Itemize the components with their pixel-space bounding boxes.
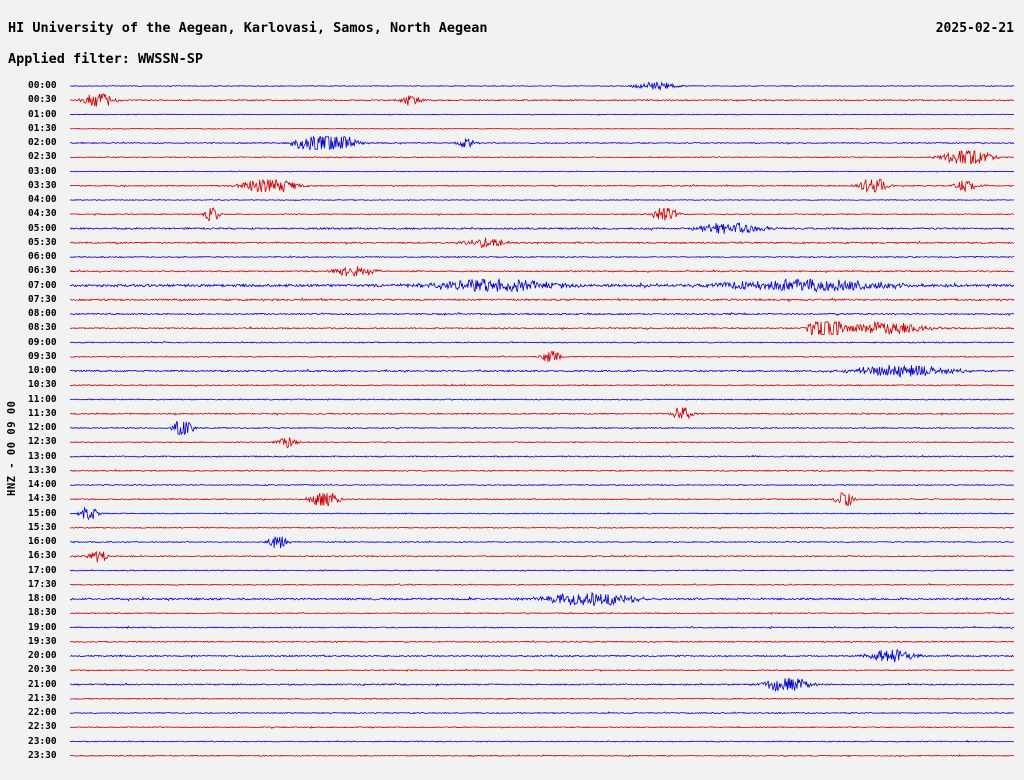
seismogram-trace [70, 455, 1014, 457]
time-tick-label: 12:30 [28, 436, 57, 448]
seismogram-trace [70, 365, 1014, 377]
time-tick-label: 04:00 [28, 194, 57, 205]
time-tick-label: 08:30 [28, 322, 57, 334]
time-tick-label: 13:00 [28, 450, 57, 462]
seismogram-trace [70, 527, 1014, 529]
time-tick-label: 16:30 [28, 550, 57, 562]
seismogram-trace [70, 470, 1014, 472]
time-tick-label: 12:00 [28, 422, 57, 433]
time-tick-label: 11:00 [28, 393, 57, 405]
time-tick-label: 01:00 [28, 108, 57, 120]
seismogram-trace [70, 322, 1014, 334]
time-tick-label: 10:30 [28, 379, 57, 391]
time-tick-label: 11:30 [28, 407, 57, 419]
time-tick-label: 06:30 [28, 265, 57, 277]
seismogram-trace [70, 570, 1014, 572]
time-tick-label: 10:00 [28, 365, 57, 376]
seismogram-trace [70, 422, 1014, 434]
time-tick-label: 15:00 [28, 507, 57, 519]
seismogram-trace [70, 199, 1014, 200]
time-tick-label: 14:00 [28, 479, 57, 490]
seismogram-trace [70, 678, 1014, 690]
seismogram-trace [70, 279, 1014, 291]
time-tick-label: 15:30 [28, 521, 57, 533]
time-tick-label: 23:30 [28, 749, 57, 761]
time-tick-label: 01:30 [28, 122, 57, 134]
seismogram-trace [70, 593, 1014, 605]
seismogram-trace [70, 650, 1014, 662]
seismogram-trace [70, 493, 1014, 505]
seismogram-plot [0, 76, 1024, 780]
seismogram-trace [70, 137, 1014, 149]
seismogram-trace [70, 266, 1014, 276]
time-tick-label: 23:00 [28, 735, 57, 747]
seismogram-trace [70, 508, 1014, 519]
seismogram-trace [70, 114, 1014, 115]
time-tick-label: 04:30 [28, 208, 57, 220]
seismogram-trace [70, 298, 1014, 301]
time-tick-label: 18:30 [28, 607, 57, 619]
time-tick-label: 21:00 [28, 678, 57, 690]
seismogram-trace [70, 698, 1014, 700]
time-tick-label: 09:00 [28, 336, 57, 348]
time-tick-label: 18:00 [28, 593, 57, 604]
time-tick-label: 07:30 [28, 293, 57, 305]
seismogram-trace [70, 341, 1014, 343]
seismogram-trace [70, 151, 1014, 163]
time-tick-label: 22:30 [28, 721, 57, 733]
seismogram-trace [70, 669, 1014, 671]
time-tick-label: 17:00 [28, 564, 57, 576]
trace-container [70, 76, 1014, 780]
time-tick-label: 02:00 [28, 137, 57, 148]
seismogram-trace [70, 755, 1014, 757]
seismogram-trace [70, 641, 1014, 643]
page-title: HI University of the Aegean, Karlovasi, Samos, North Aegean [8, 20, 488, 36]
seismogram-trace [70, 712, 1014, 714]
seismogram-trace [70, 128, 1014, 129]
seismogram-trace [70, 612, 1014, 614]
time-tick-label: 05:30 [28, 236, 57, 248]
seismogram-trace [70, 741, 1014, 743]
seismogram-trace [70, 238, 1014, 248]
time-tick-label: 20:30 [28, 664, 57, 676]
seismogram-trace [70, 438, 1014, 448]
record-date: 2025-02-21 [935, 21, 1014, 36]
time-tick-label: 00:30 [28, 94, 57, 106]
seismogram-trace [70, 408, 1014, 419]
seismogram-trace [70, 256, 1014, 258]
time-tick-label: 03:00 [28, 165, 57, 177]
seismogram-trace [70, 484, 1014, 486]
time-tick-label: 14:30 [28, 493, 57, 505]
seismogram-trace [70, 82, 1014, 90]
y-axis-label-text: HNZ - 00 09 00 [6, 400, 18, 496]
seismogram-trace [70, 313, 1014, 316]
seismogram-trace [70, 537, 1014, 549]
seismogram-trace [70, 384, 1014, 386]
seismogram-trace [70, 351, 1014, 362]
time-tick-label: 08:00 [28, 308, 57, 319]
time-tick-label: 09:30 [28, 350, 57, 362]
time-tick-label: 02:30 [28, 151, 57, 163]
seismogram-trace [70, 552, 1014, 563]
time-tick-label: 05:00 [28, 222, 57, 234]
time-tick-label: 21:30 [28, 692, 57, 704]
seismogram-trace [70, 584, 1014, 586]
time-tick-label: 03:30 [28, 179, 57, 191]
seismogram-trace [70, 171, 1014, 172]
time-tick-label: 16:00 [28, 536, 57, 547]
time-tick-label: 07:00 [28, 279, 57, 291]
time-tick-label: 17:30 [28, 578, 57, 590]
time-tick-label: 22:00 [28, 707, 57, 718]
seismogram-trace [70, 626, 1014, 628]
time-tick-label: 00:00 [28, 80, 57, 91]
trace-svg [70, 76, 1014, 780]
time-tick-label: 13:30 [28, 464, 57, 476]
time-tick-label: 06:00 [28, 251, 57, 262]
seismogram-trace [70, 399, 1014, 400]
applied-filter-label: Applied filter: WWSSN-SP [8, 51, 204, 67]
seismogram-trace [70, 94, 1014, 106]
chart-header [0, 0, 1024, 76]
time-axis-ticks [28, 76, 68, 780]
seismogram-trace [70, 180, 1014, 192]
seismogram-trace [70, 208, 1014, 220]
time-tick-label: 20:00 [28, 650, 57, 661]
seismogram-trace [70, 223, 1014, 234]
time-tick-label: 19:30 [28, 635, 57, 647]
time-tick-label: 19:00 [28, 621, 57, 633]
seismogram-trace [70, 726, 1014, 728]
